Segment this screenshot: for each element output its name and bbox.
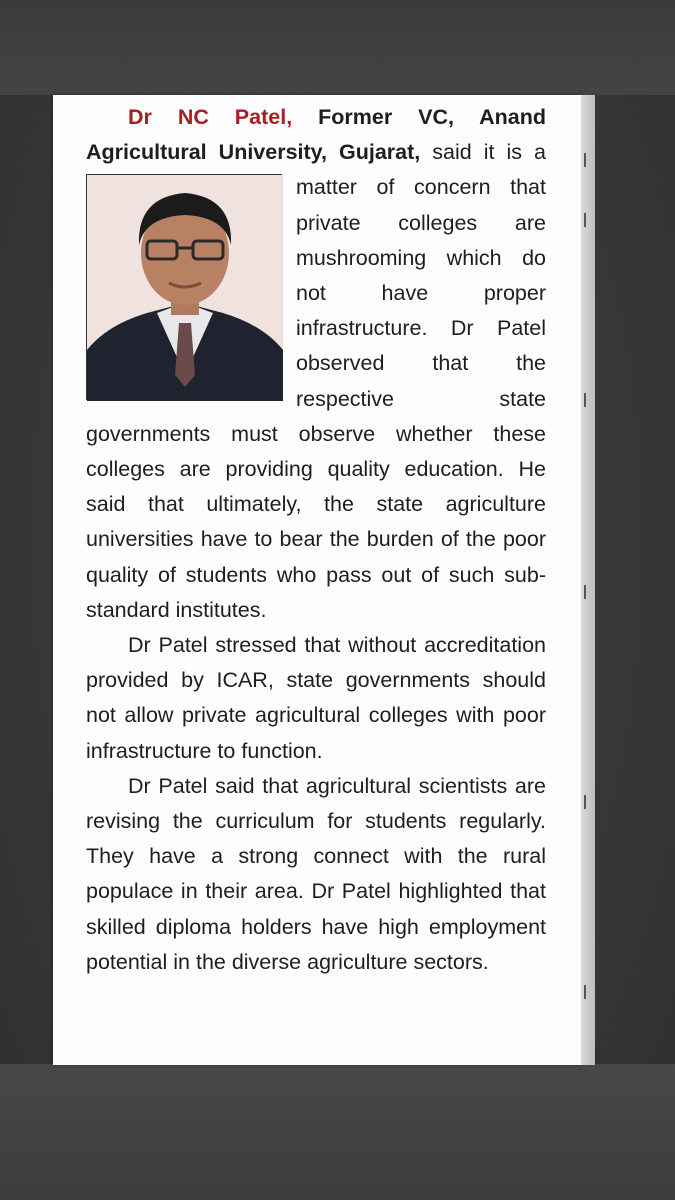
portrait-illustration xyxy=(87,175,283,401)
edge-mark xyxy=(584,585,586,599)
paragraph-1-text: said it is a matter of concern that private colleges are mushrooming which do not have proper infrastructure. Dr Patel observed that the respective state governments must observe whether these colleges are providing quality education. He said that ultimately, the state agriculture universities have to bear the burden of the poor quality of students who pass out of such sub-standard institutes. xyxy=(86,140,546,622)
backdrop-bottom xyxy=(0,1064,675,1200)
edge-mark xyxy=(584,393,586,407)
portrait-photo xyxy=(86,174,282,400)
paragraph-1 xyxy=(86,100,546,628)
edge-mark xyxy=(584,153,586,167)
edge-mark xyxy=(584,985,586,999)
newspaper-clipping xyxy=(53,85,581,1065)
edge-mark xyxy=(584,213,586,227)
cut-off-text: · · · · · · · · · · · · · xyxy=(138,85,311,102)
paragraph-3: Dr Patel said that agricultural scientists are revising the curriculum for students regularly. They have a strong connect with the rural populace in their area. Dr Patel highlighted that skilled diploma holders have high employment potential in the diverse agriculture sectors. xyxy=(86,773,546,974)
edge-mark xyxy=(584,795,586,809)
backdrop-top xyxy=(0,0,675,95)
adjacent-column-edge xyxy=(581,95,595,1065)
article-body xyxy=(86,100,546,980)
person-affiliation: Former VC, Anand Agricultural University, Gujarat, xyxy=(86,105,546,165)
paragraph-2: Dr Patel stressed that without accreditation provided by ICAR, state governments should not allow private agricultural colleges with poor infrastructure to function. xyxy=(86,633,546,763)
person-name: Dr NC Patel, xyxy=(128,105,293,129)
